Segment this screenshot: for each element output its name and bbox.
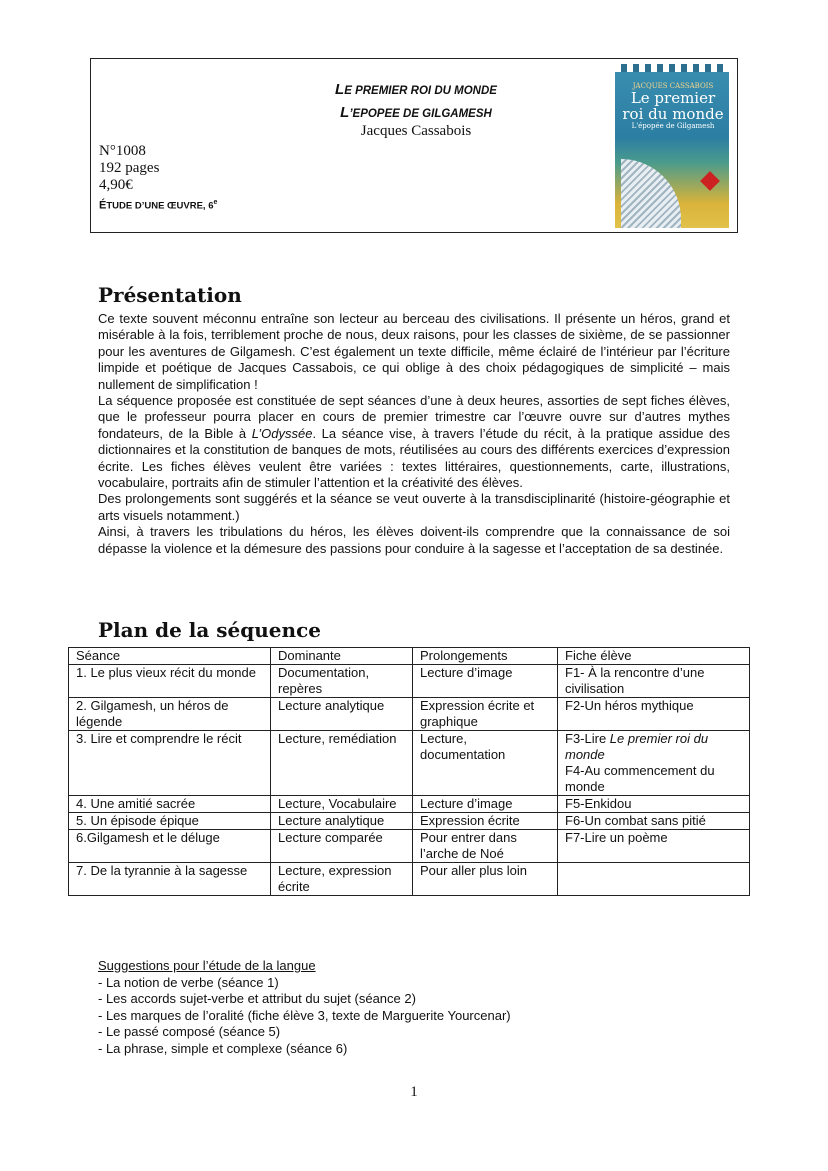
book-price: 4,90€	[99, 177, 133, 193]
text: F3-Lire	[565, 731, 610, 746]
language-suggestions	[98, 958, 511, 1057]
paragraph: Des prolongements sont suggérés et la séance se veut ouverte à la transdisciplinarité (histoire-géographie et arts visuels notamment.)	[98, 491, 730, 523]
book-info-box	[90, 58, 738, 233]
cell: 2. Gilgamesh, un héros de légende	[69, 698, 271, 731]
table-row	[69, 813, 750, 830]
cover-border	[615, 64, 729, 72]
cell: 5. Un épisode épique	[69, 813, 271, 830]
subtitle-initial: L	[340, 104, 350, 121]
cell: 3. Lire et comprendre le récit	[69, 731, 271, 796]
book-pages: 192 pages	[99, 160, 160, 176]
cell: Lecture, remédiation	[271, 731, 413, 796]
subtitle-rest: ’EPOPEE DE GILGAMESH	[349, 108, 492, 120]
cell: Lecture, documentation	[413, 731, 558, 796]
cell: 4. Une amitié sacrée	[69, 796, 271, 813]
header-cell: Dominante	[271, 648, 413, 665]
text-italic: Le premier roi du monde	[565, 731, 709, 762]
cell: F2-Un héros mythique	[558, 698, 750, 731]
cell	[558, 731, 750, 796]
cell: Documentation, repères	[271, 665, 413, 698]
cover-feather	[621, 159, 681, 228]
sequence-table	[68, 647, 750, 896]
book-cover-image	[615, 64, 729, 228]
title-rest: E PREMIER ROI DU MONDE	[344, 85, 497, 97]
cell: F5-Enkidou	[558, 796, 750, 813]
cell: Lecture analytique	[271, 698, 413, 731]
book-meta	[99, 143, 217, 215]
suggestions-heading: Suggestions pour l’étude de la langue	[98, 958, 316, 973]
cell: 1. Le plus vieux récit du monde	[69, 665, 271, 698]
list-item: - La phrase, simple et complexe (séance 6)	[98, 1040, 348, 1056]
table-row	[69, 698, 750, 731]
table-row	[69, 731, 750, 796]
table-header-row	[69, 648, 750, 665]
page-number: 1	[410, 1084, 418, 1100]
list-item: - La notion de verbe (séance 1)	[98, 974, 279, 990]
study-level	[99, 194, 217, 215]
cell: Expression écrite	[413, 813, 558, 830]
cell: Lecture analytique	[271, 813, 413, 830]
cell: 6.Gilgamesh et le déluge	[69, 830, 271, 863]
presentation-body	[98, 311, 730, 557]
cell: Pour entrer dans l’arche de Noé	[413, 830, 558, 863]
cover-heart	[700, 171, 720, 191]
cell: 7. De la tyrannie à la sagesse	[69, 863, 271, 896]
text: . La séance vise, à travers l’étude du récit, à la pratique assidue des dictionnaires et la constitution de banques de mots, réutilisées au cours des différents exercices d’expression écrite. Les fiches élèves veulent être variées : textes littéraires, questionnements, carte, illustrations, vocabulaire, portraits afin de stimuler l’attention et la créativité des élèves.	[98, 425, 730, 491]
title-initial: L	[335, 81, 345, 98]
book-number: N°1008	[99, 143, 146, 159]
cover-title: Le premier roi du monde	[622, 89, 724, 123]
table-row	[69, 830, 750, 863]
cell: F6-Un combat sans pitié	[558, 813, 750, 830]
header-cell: Séance	[69, 648, 271, 665]
study-initial: É	[99, 199, 107, 212]
book-author: Jacques Cassabois	[360, 123, 472, 139]
text: F4-Au commencement du monde	[565, 763, 715, 794]
table-row	[69, 796, 750, 813]
header-cell: Fiche élève	[558, 648, 750, 665]
cover-subtitle: L'épopée de Gilgamesh	[631, 122, 715, 130]
plan-heading: Plan de la séquence	[98, 618, 321, 642]
header-cell: Prolongements	[413, 648, 558, 665]
cell	[558, 863, 750, 896]
paragraph: Ce texte souvent méconnu entraîne son lecteur au berceau des civilisations. Il présente un héros, grand et misérable à la fois, terriblement proche de nous, deux raisons, pour les classes de sixième, de se passionner pour les aventures de Gilgamesh. C’est également un texte difficile, même éclairé de l’intérieur par l’écriture limpide et poétique de Jacques Cassabois, ce qui oblige à des choix pédagogiques de simplicité – mais nullement de simplification !	[98, 311, 730, 392]
text: La séquence proposée est constituée de sept séances d’une à deux heures, assorties de sept fiches élèves, que le professeur pourra placer en cours de premier trimestre car l’œuvre ouvre sur d’autres mythes fondateurs, de la Bible à	[98, 393, 730, 441]
study-sup: e	[213, 199, 218, 206]
cell: Lecture comparée	[271, 830, 413, 863]
table-row	[69, 665, 750, 698]
paragraph: Ainsi, à travers les tribulations du héros, les élèves doivent-ils comprendre que la connaissance de soi dépasse la violence et la démesure des passions pour conduire à la sagesse et l’acceptation de sa destinée.	[98, 524, 730, 556]
cell: Lecture d’image	[413, 796, 558, 813]
text-italic: L’Odyssée	[251, 425, 313, 441]
list-item: - Le passé composé (séance 5)	[98, 1024, 281, 1039]
study-rest: TUDE D’UNE ŒUVRE, 6	[106, 200, 214, 212]
cell: Lecture, Vocabulaire	[271, 796, 413, 813]
list-item: - Les marques de l’oralité (fiche élève 3, texte de Marguerite Yourcenar)	[98, 1007, 511, 1023]
cell: Pour aller plus loin	[413, 863, 558, 896]
list-item: - Les accords sujet-verbe et attribut du sujet (séance 2)	[98, 991, 416, 1006]
presentation-heading: Présentation	[98, 283, 242, 307]
cell: Lecture, expression écrite	[271, 863, 413, 896]
cover-text	[621, 82, 725, 130]
table-row	[69, 863, 750, 896]
cell: F7-Lire un poème	[558, 830, 750, 863]
cell: F1- À la rencontre d’une civilisation	[558, 665, 750, 698]
cell: Lecture d’image	[413, 665, 558, 698]
cover-author: JACQUES CASSABOIS	[632, 82, 714, 90]
cell: Expression écrite et graphique	[413, 698, 558, 731]
paragraph	[98, 393, 730, 491]
